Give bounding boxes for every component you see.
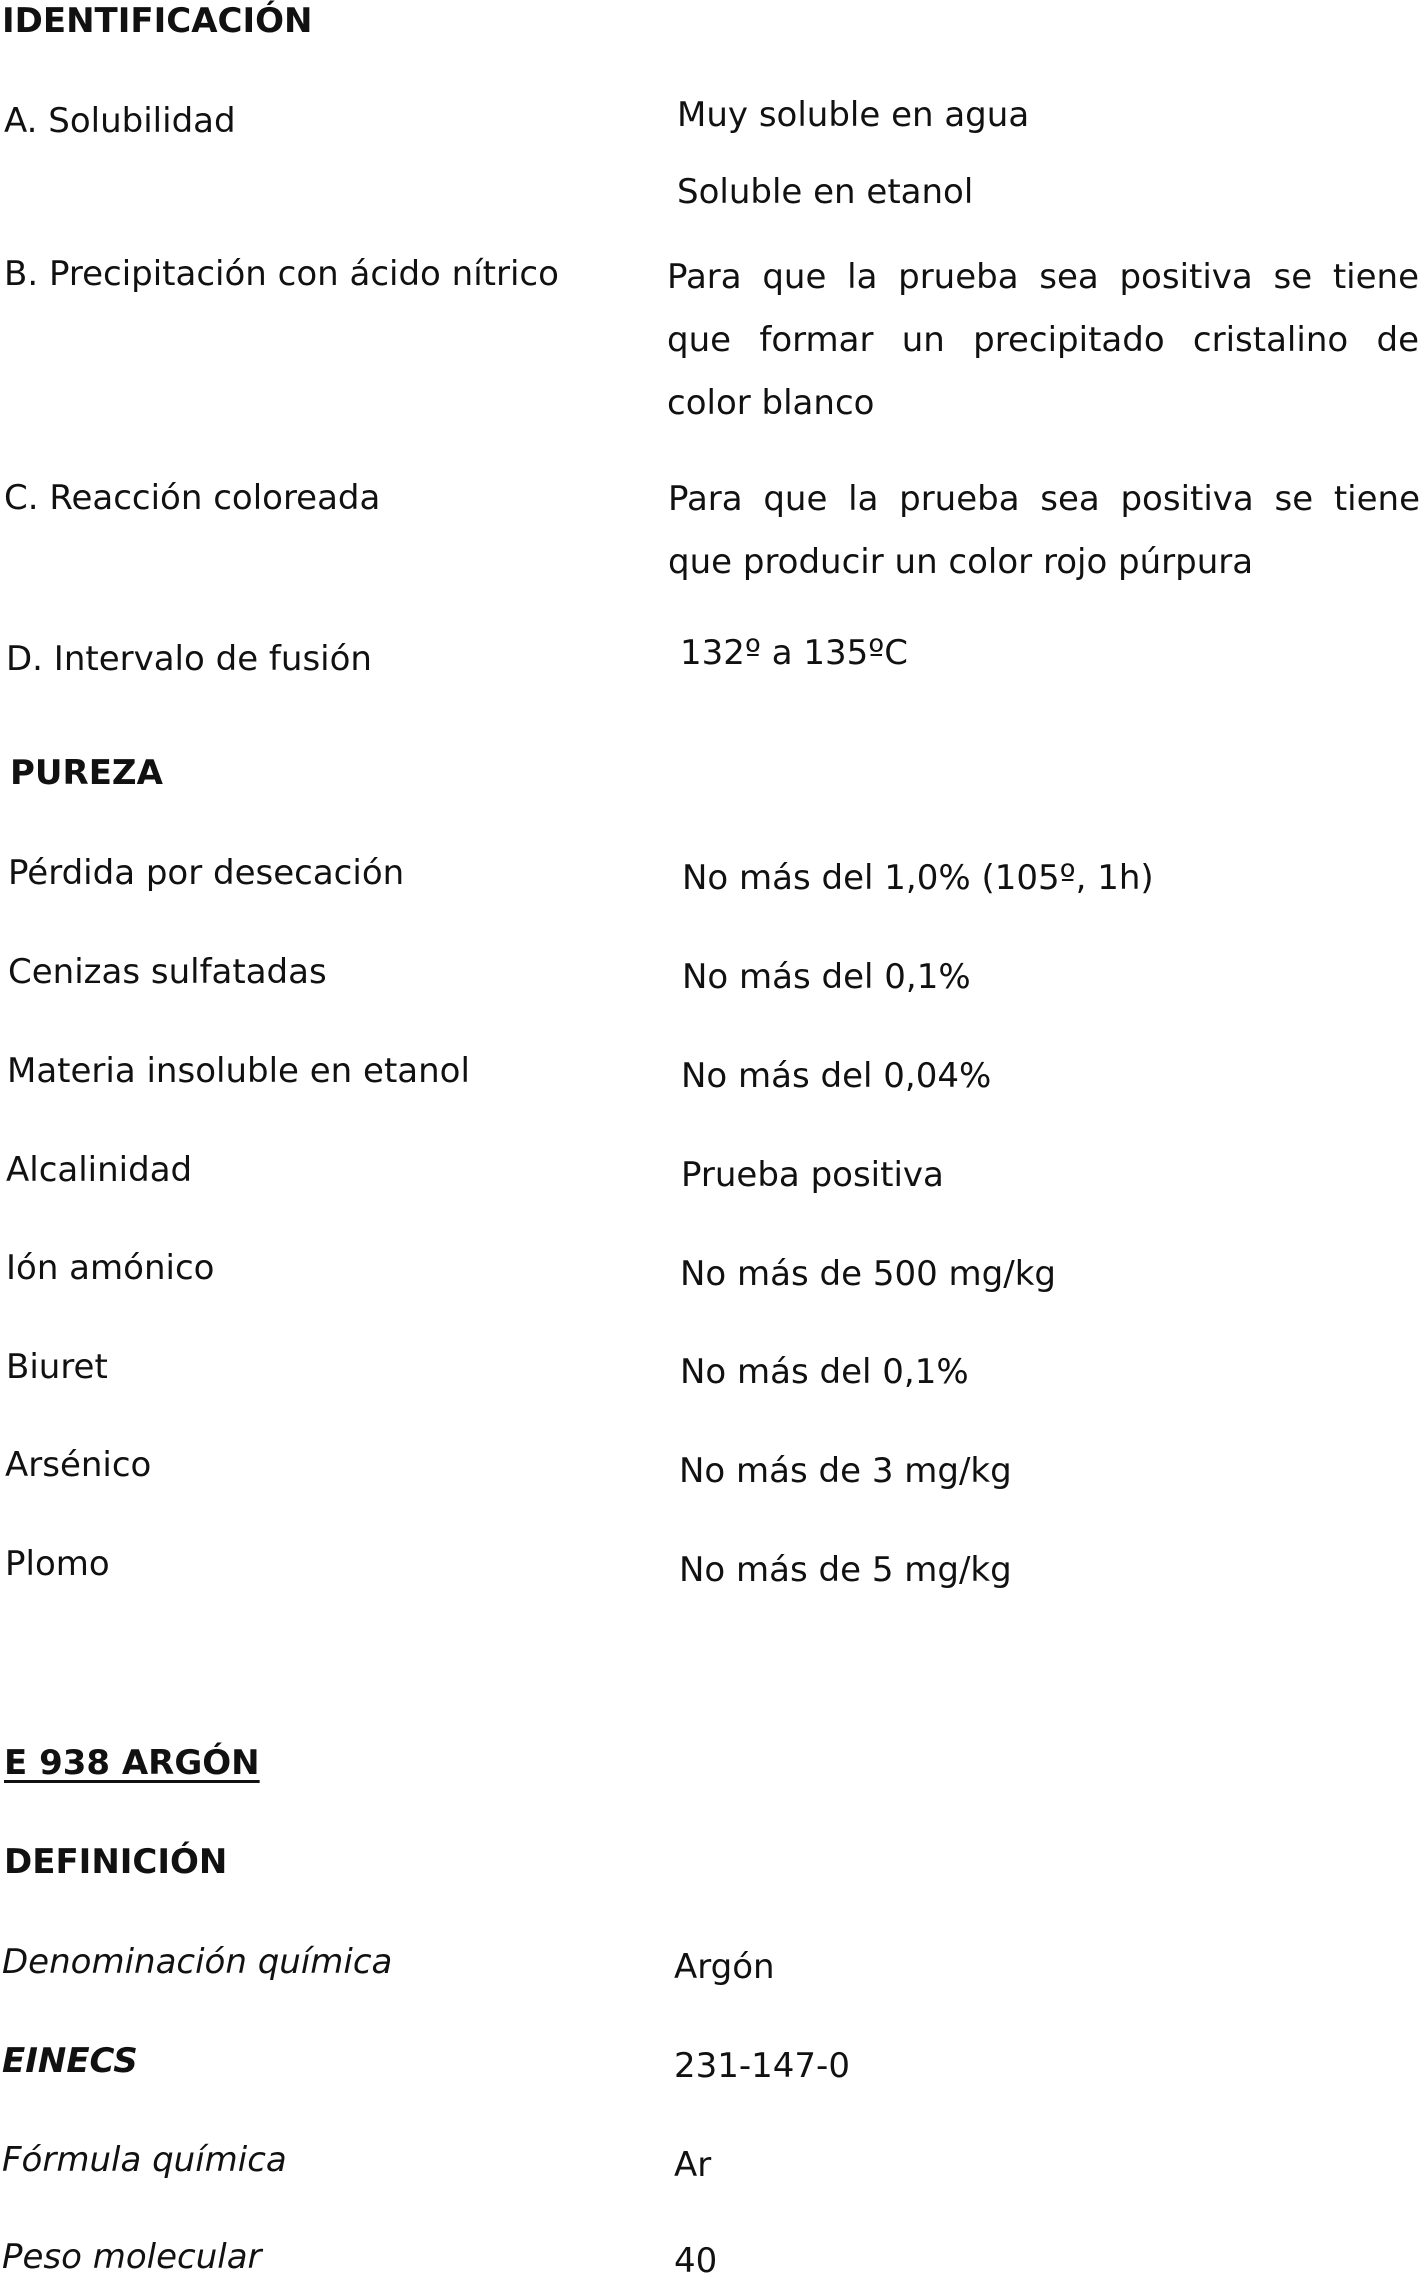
label-solubilidad: A. Solubilidad [4,101,236,141]
label-perdida-desecacion: Pérdida por desecación [8,853,405,893]
label-cenizas: Cenizas sulfatadas [8,952,327,992]
label-plomo: Plomo [5,1544,110,1584]
value-einecs: 231-147-0 [674,2046,850,2086]
value-ion-amonico: No más de 500 mg/kg [680,1254,1056,1294]
value-reaccion-coloreada: Para que la prueba sea positiva se tiene que producir un color rojo púrpura [668,479,1420,582]
label-reaccion-coloreada: C. Reacción coloreada [4,478,381,518]
label-peso-molecular: Peso molecular [2,2237,262,2277]
value-solubilidad-agua: Muy soluble en agua [677,95,1030,135]
value-biuret: No más del 0,1% [680,1352,969,1392]
label-precipitacion: B. Precipitación con ácido nítrico [4,254,559,294]
value-intervalo-fusion: 132º a 135ºC [680,633,909,673]
value-formula-quimica: Ar [674,2145,712,2185]
value-cenizas: No más del 0,1% [682,957,971,997]
value-materia-insoluble: No más del 0,04% [681,1056,992,1096]
label-materia-insoluble: Materia insoluble en etanol [7,1051,470,1091]
label-biuret: Biuret [6,1347,108,1387]
section-heading-definicion: DEFINICIÓN [4,1842,228,1882]
label-alcalinidad: Alcalinidad [6,1150,193,1190]
section-heading-pureza: PUREZA [10,753,163,793]
label-intervalo-fusion: D. Intervalo de fusión [6,639,372,679]
value-precipitacion: Para que la prueba sea positiva se tiene que formar un precipitado cristalino de color blanco [667,257,1419,423]
value-denominacion-quimica: Argón [674,1947,775,1987]
value-peso-molecular: 40 [674,2241,718,2281]
additive-title: E 938 ARGÓN [4,1743,260,1783]
value-arsenico: No más de 3 mg/kg [679,1451,1012,1491]
label-arsenico: Arsénico [5,1445,152,1485]
value-alcalinidad: Prueba positiva [681,1155,944,1195]
section-heading-identificacion: IDENTIFICACIÓN [2,1,313,41]
label-einecs: EINECS [2,2041,138,2081]
value-plomo: No más de 5 mg/kg [679,1550,1012,1590]
value-perdida-desecacion: No más del 1,0% (105º, 1h) [682,858,1154,898]
label-formula-quimica: Fórmula química [2,2140,287,2180]
value-solubilidad-etanol: Soluble en etanol [677,172,974,212]
label-denominacion-quimica: Denominación química [2,1942,393,1982]
label-ion-amonico: Ión amónico [6,1248,215,1288]
